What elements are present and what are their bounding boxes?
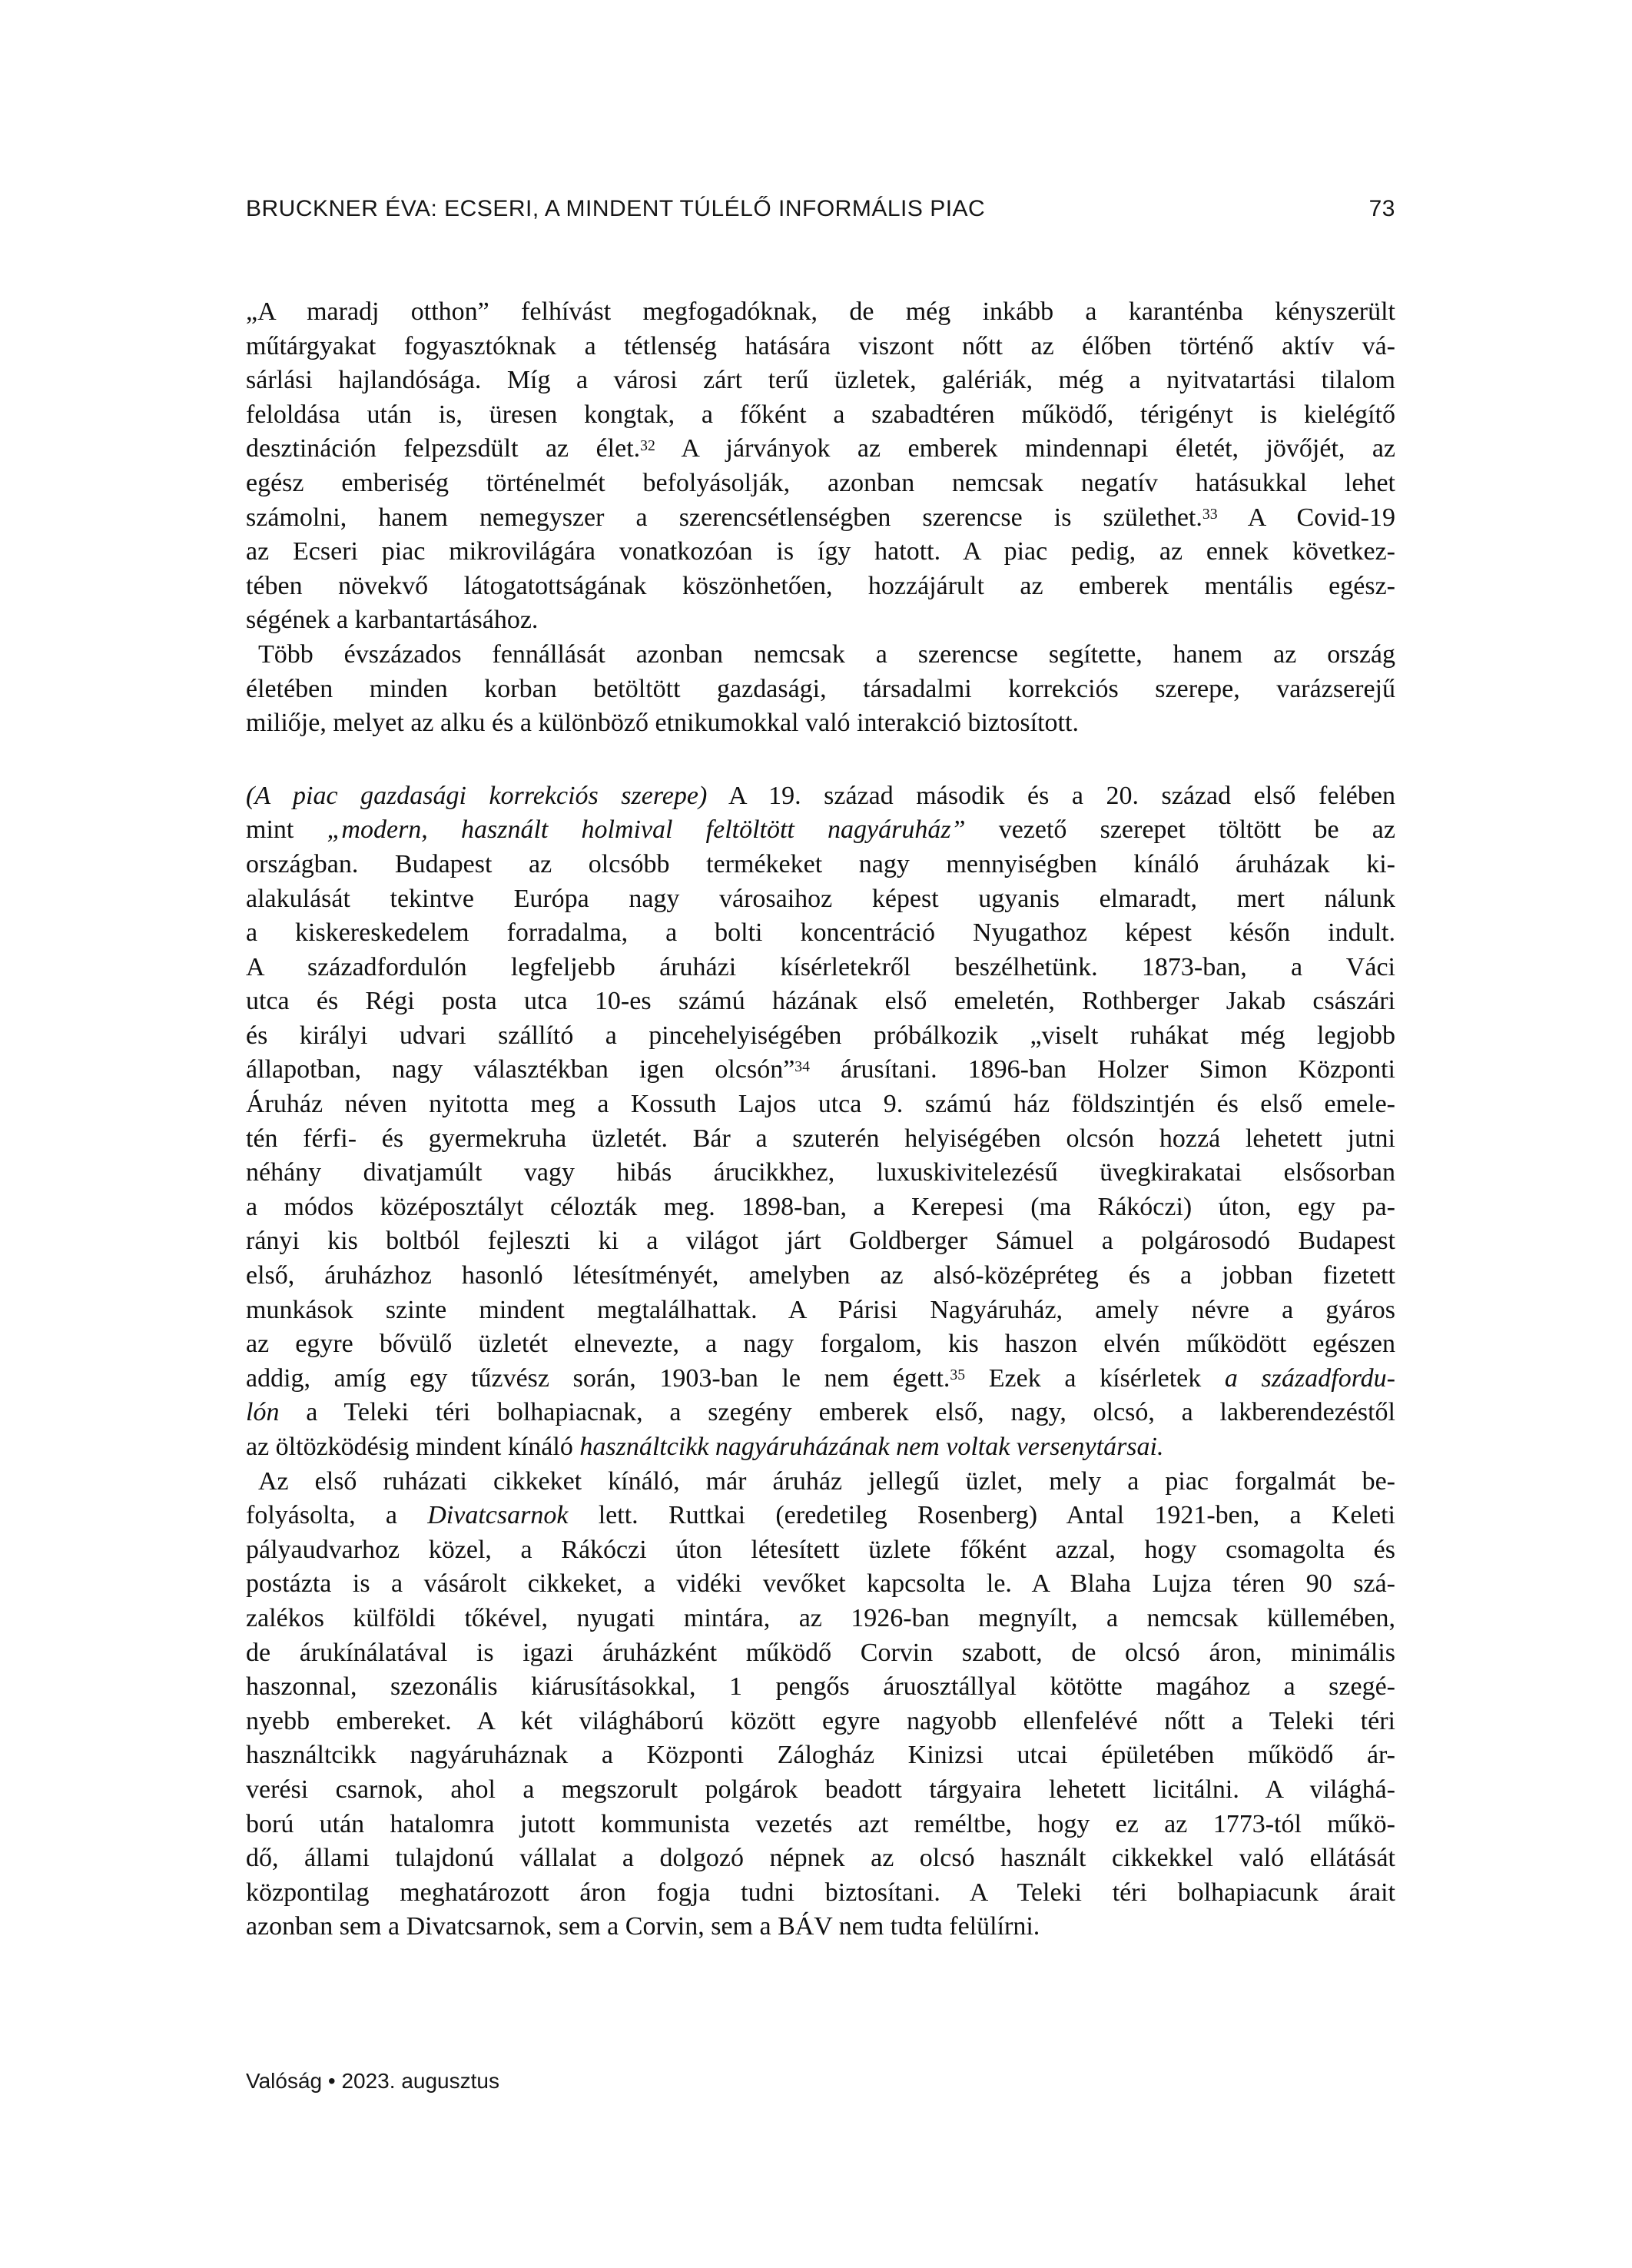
text-line: feloldása után is, üresen kongtak, a főként a szabadtéren működő, térigényt is kielégítő: [246, 400, 1395, 429]
text-line: központilag meghatározott áron fogja tudni biztosítani. A Teleki téri bolhapiacunk árait: [246, 1878, 1395, 1907]
text-line: zalékos külföldi tőkével, nyugati mintára, az 1926-ban megnyílt, a nemcsak küllemében,: [246, 1603, 1395, 1632]
text-line: az Ecseri piac mikrovilágára vonatkozóan is így hatott. A piac pedig, az ennek következ-: [246, 537, 1395, 566]
text-line: ború után hatalomra jutott kommunista vezetés azt reméltbe, hogy ez az 1773-tól műkö-: [246, 1809, 1395, 1838]
text-line: folyásolta, a Divatcsarnok lett. Ruttkai (eredetileg Rosenberg) Antal 1921-ben, a Keleti: [246, 1501, 1395, 1530]
text-line: haszonnal, szezonális kiárusításokkal, 1 pengős áruosztállyal kötötte magához a szegé-: [246, 1672, 1395, 1702]
text-line: postázta is a vásárolt cikkeket, a vidéki vevőket kapcsolta le. A Blaha Lujza téren 90 szá-: [246, 1569, 1395, 1599]
text-line: néhány divatjamúlt vagy hibás árucikkhez, luxuskivitelezésű üvegkirakatai elsősorban: [246, 1158, 1395, 1187]
running-header-title: BRUCKNER ÉVA: ECSERI, A MINDENT TÚLÉLŐ INFORMÁLIS PIAC: [246, 196, 986, 221]
text-line: verési csarnok, ahol a megszorult polgárok beadott tárgyaira lehetett licitálni. A világhá-: [246, 1775, 1395, 1804]
text-line: számolni, hanem nemegyszer a szerencsétlenségben szerencse is születhet.$^{33}$ A Covid-19: [246, 503, 1396, 532]
text-line: miliője, melyet az alku és a különböző etnikumokkal való interakció biztosított.: [246, 709, 1079, 738]
text-line: lón a Teleki téri bolhapiacnak, a szegény emberek első, nagy, olcsó, a lakberendezéstől: [246, 1398, 1395, 1427]
article-body: [246, 295, 1395, 1944]
text-line: azonban sem a Divatcsarnok, sem a Corvin, sem a BÁV nem tudta felülírni.: [246, 1912, 1040, 1941]
paragraph: [246, 1465, 1395, 1944]
text-line: pályaudvarhoz közel, a Rákóczi úton létesített üzlete főként azzal, hogy csomagolta és: [246, 1535, 1395, 1564]
footnote-marker: 34: [794, 1058, 810, 1075]
text-line: használtcikk nagyáruháznak a Központi Zálogház Kinizsi utcai épületében működő ár-: [246, 1741, 1395, 1770]
text-line: (A piac gazdasági korrekciós szerepe) A 19. század második és a 20. század első felében: [246, 781, 1395, 810]
text-line: Áruház néven nyitotta meg a Kossuth Lajos utca 9. számú ház földszintjén és első emele-: [246, 1090, 1395, 1119]
text-line: addig, amíg egy tűzvész során, 1903-ban le nem égett.$^{35}$ Ezek a kísérletek a századfordu-: [246, 1363, 1395, 1393]
text-line: munkások szinte mindent megtalálhattak. A Párisi Nagyáruház, amely névre a gyáros: [246, 1295, 1395, 1324]
text-line: dő, állami tulajdonú vállalat a dolgozó népnek az olcsó használt cikkekkel való ellátását: [246, 1844, 1395, 1873]
text-line: A századfordulón legfeljebb áruházi kísérletekről beszélhetünk. 1873-ban, a Váci: [246, 952, 1395, 981]
text-line: országban. Budapest az olcsóbb termékeket nagy mennyiségben kínáló áruházak ki-: [246, 849, 1395, 878]
running-header: [246, 196, 1395, 222]
text-line: műtárgyakat fogyasztóknak a tétlenség hatására viszont nőtt az élőben történő aktív vá-: [246, 331, 1395, 360]
text-line: életében minden korban betöltött gazdasági, társadalmi korrekciós szerepe, varázserejű: [246, 674, 1395, 703]
text-line: állapotban, nagy választékban igen olcsón”$^{34}$ árusítani. 1896-ban Holzer Simon Központi: [246, 1055, 1395, 1084]
text-line: egész emberiség történelmét befolyásolják, azonban nemcsak negatív hatásukkal lehet: [246, 468, 1395, 497]
text-line: de árukínálatával is igazi áruházként működő Corvin szabott, de olcsó áron, minimális: [246, 1638, 1395, 1667]
paragraph: [246, 638, 1395, 741]
page-number: 73: [1368, 196, 1395, 221]
paragraph: [246, 779, 1395, 1465]
footnote-marker: 35: [950, 1366, 966, 1383]
text-line: mint „modern, használt holmival feltöltött nagyáruház” vezető szerepet töltött be az: [246, 815, 1395, 845]
text-line: tén férfi- és gyermekruha üzletét. Bár a szuterén helyiségében olcsón hozzá lehetett jutni: [246, 1124, 1395, 1153]
footnote-marker: 33: [1202, 505, 1218, 523]
text-line: első, áruházhoz hasonló létesítményét, amelyben az alsó-középréteg és a jobban fizetett: [246, 1261, 1395, 1290]
text-line: tében növekvő látogatottságának köszönhetően, hozzájárult az emberek mentális egész-: [246, 571, 1395, 600]
text-line: rányi kis boltból fejleszti ki a világot járt Goldberger Sámuel a polgárosodó Budapest: [246, 1227, 1395, 1256]
text-line: nyebb embereket. A két világháború között egyre nagyobb ellenfelévé nőtt a Teleki téri: [246, 1706, 1395, 1735]
text-line: Az első ruházati cikkeket kínáló, már áruház jellegű üzlet, mely a piac forgalmát be-: [258, 1466, 1395, 1496]
text-line: az öltözködésig mindent kínáló használtcikk nagyáruházának nem voltak versenytársai.: [246, 1433, 1164, 1461]
running-footer: [246, 2069, 499, 2094]
text-line: „A maradj otthon” felhívást megfogadóknak, de még inkább a karanténba kényszerült: [246, 297, 1395, 326]
text-line: a kiskereskedelem forradalma, a bolti koncentráció Nyugathoz képest későn indult.: [246, 918, 1395, 948]
text-line: utca és Régi posta utca 10-es számú házának első emeletén, Rothberger Jakab császári: [246, 987, 1395, 1016]
footnote-marker: 32: [640, 437, 655, 454]
text-line: és királyi udvari szállító a pincehelyiségében próbálkozik „viselt ruhákat még legjobb: [246, 1021, 1395, 1050]
paragraph: [246, 295, 1395, 638]
text-line: a módos középosztályt célozták meg. 1898-ban, a Kerepesi (ma Rákóczi) úton, egy pa-: [246, 1192, 1395, 1221]
text-line: Több évszázados fennállását azonban nemcsak a szerencse segítette, hanem az ország: [258, 639, 1395, 669]
text-line: sárlási hajlandósága. Míg a városi zárt terű üzletek, galériák, még a nyitvatartási tilalom: [246, 366, 1395, 395]
journal-footer-text: Valóság • 2023. augusztus: [246, 2069, 499, 2093]
text-line: alakulását tekintve Európa nagy városaihoz képest ugyanis elmaradt, mert nálunk: [246, 884, 1395, 913]
text-line: desztináción felpezsdült az élet.$^{32}$ A járványok az emberek mindennapi életét, jövőjét, az: [246, 434, 1396, 463]
text-line: ségének a karbantartásához.: [246, 606, 539, 635]
text-line: az egyre bővülő üzletét elnevezte, a nagy forgalom, kis haszon elvén működött egészen: [246, 1330, 1395, 1359]
